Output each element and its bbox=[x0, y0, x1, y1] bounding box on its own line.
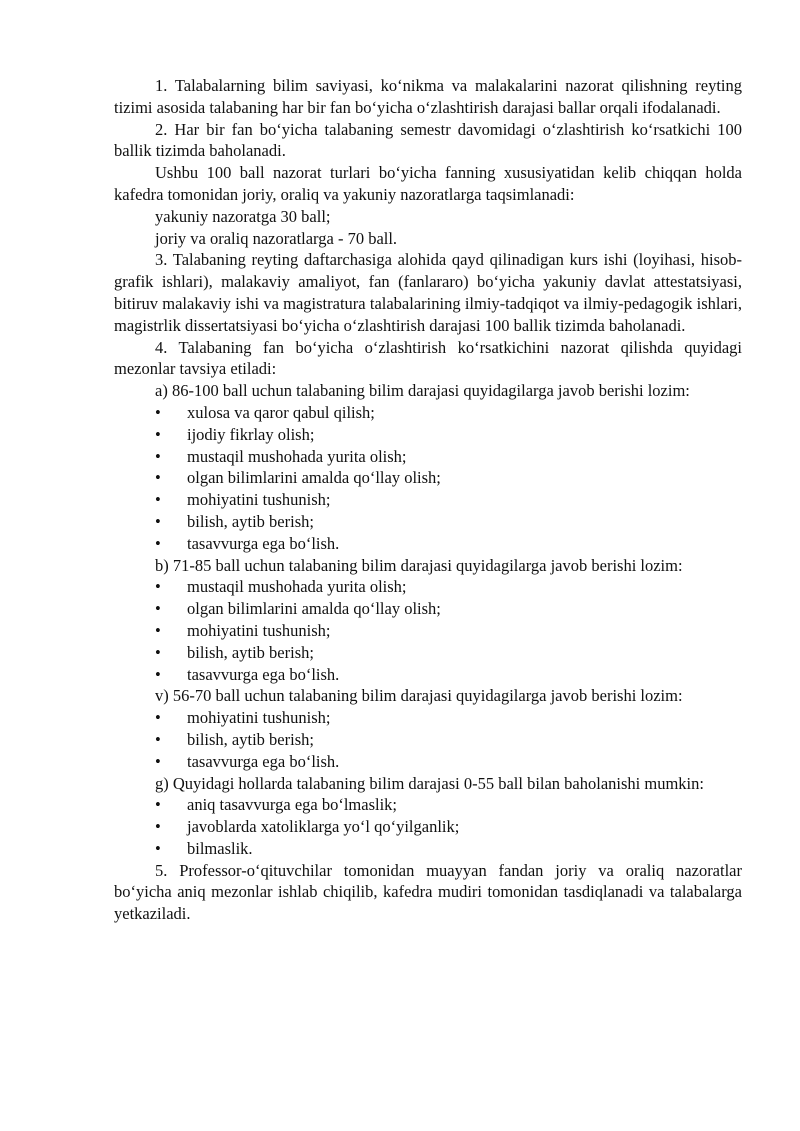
bullet-icon: • bbox=[155, 468, 161, 488]
list-item-text: bilmaslik. bbox=[187, 838, 253, 858]
bullet-icon: • bbox=[155, 511, 161, 531]
list-item-text: olgan bilimlarini amalda qo‘llay olish; bbox=[187, 468, 441, 488]
criteria-b-list bbox=[114, 576, 742, 685]
list-item-text: olgan bilimlarini amalda qo‘llay olish; bbox=[187, 599, 441, 619]
list-item-text: xulosa va qaror qabul qilish; bbox=[187, 402, 375, 422]
list-item bbox=[114, 664, 742, 686]
criteria-g-list bbox=[114, 794, 742, 859]
list-item bbox=[114, 642, 742, 664]
list-item-text: bilish, aytib berish; bbox=[187, 511, 314, 531]
list-item bbox=[114, 511, 742, 533]
list-item-text: tasavvurga ega bo‘lish. bbox=[187, 533, 340, 553]
bullet-icon: • bbox=[155, 708, 161, 728]
list-item-text: ijodiy fikrlay olish; bbox=[187, 424, 315, 444]
list-item bbox=[114, 816, 742, 838]
list-item bbox=[114, 707, 742, 729]
list-item bbox=[114, 576, 742, 598]
bullet-icon: • bbox=[155, 620, 161, 640]
list-item bbox=[114, 751, 742, 773]
paragraph-4: 3. Talabaning reyting daftarchasiga alohida qayd qilinadigan kurs ishi (loyihasi, hisob-grafik ishlari), malakaviy amaliyot, fan (fanlararo) bo‘yicha yakuniy davlat attestatsiyasi, bitiruv malakaviy ishi va magistratura talabalarining ilmiy-tadqiqot va ilmiy-pedagogik ishlari, magistrlik dissertatsiyasi bo‘yicha o‘zlashtirish darajasi 100 ballik tizimda baholanadi. bbox=[114, 250, 742, 335]
bullet-icon: • bbox=[155, 577, 161, 597]
list-item bbox=[114, 402, 742, 424]
list-item bbox=[114, 620, 742, 642]
list-item bbox=[114, 729, 742, 751]
list-item-text: tasavvurga ega bo‘lish. bbox=[187, 751, 340, 771]
list-item bbox=[114, 838, 742, 860]
list-item-text: mustaqil mushohada yurita olish; bbox=[187, 446, 407, 466]
list-item-text: aniq tasavvurga ega bo‘lmaslik; bbox=[187, 795, 398, 815]
bullet-icon: • bbox=[155, 664, 161, 684]
bullet-icon: • bbox=[155, 533, 161, 553]
bullet-icon: • bbox=[155, 795, 161, 815]
bullet-icon: • bbox=[155, 817, 161, 837]
bullet-icon: • bbox=[155, 729, 161, 749]
list-item bbox=[114, 446, 742, 468]
bullet-icon: • bbox=[155, 838, 161, 858]
list-item-text: bilish, aytib berish; bbox=[187, 642, 314, 662]
list-item-text: bilish, aytib berish; bbox=[187, 729, 314, 749]
paragraph-final-control: yakuniy nazoratga 30 ball; bbox=[155, 206, 331, 226]
bullet-icon: • bbox=[155, 599, 161, 619]
list-item-text: javoblarda xatoliklarga yo‘l qo‘yilganlik; bbox=[187, 817, 460, 837]
bullet-icon: • bbox=[155, 402, 161, 422]
bullet-icon: • bbox=[155, 642, 161, 662]
list-item bbox=[114, 424, 742, 446]
list-item-text: mustaqil mushohada yurita olish; bbox=[187, 577, 407, 597]
list-item-text: mohiyatini tushunish; bbox=[187, 490, 331, 510]
paragraph-1: 1. Talabalarning bilim saviyasi, ko‘nikma va malakalarini nazorat qilishning reyting tizimi asosida talabaning har bir fan bo‘yicha o‘zlashtirish darajasi ballar orqali ifodalanadi. bbox=[114, 76, 742, 117]
list-item-text: mohiyatini tushunish; bbox=[187, 708, 331, 728]
paragraph-3: Ushbu 100 ball nazorat turlari bo‘yicha fanning xususiyatidan kelib chiqqan holda kafedra tomonidan joriy, oraliq va yakuniy nazoratlarga taqsimlanadi: bbox=[114, 163, 742, 204]
list-item-text: mohiyatini tushunish; bbox=[187, 620, 331, 640]
criteria-v-list bbox=[114, 707, 742, 772]
document-page bbox=[114, 75, 742, 925]
paragraph-5: 4. Talabaning fan bo‘yicha o‘zlashtirish ko‘rsatkichini nazorat qilishda quyidagi mezonlar tavsiya etiladi: bbox=[114, 337, 742, 379]
list-item bbox=[114, 794, 742, 816]
criteria-v-intro: v) 56-70 ball uchun talabaning bilim darajasi quyidagilarga javob berishi lozim: bbox=[155, 686, 683, 706]
bullet-icon: • bbox=[155, 751, 161, 771]
criteria-b-intro: b) 71-85 ball uchun talabaning bilim darajasi quyidagilarga javob berishi lozim: bbox=[155, 555, 683, 575]
criteria-a-intro: a) 86-100 ball uchun talabaning bilim darajasi quyidagilarga javob berishi lozim: bbox=[155, 381, 690, 401]
bullet-icon: • bbox=[155, 490, 161, 510]
list-item bbox=[114, 489, 742, 511]
criteria-g-intro: g) Quyidagi hollarda talabaning bilim darajasi 0-55 ball bilan baholanishi mumkin: bbox=[155, 773, 704, 793]
list-item-text: tasavvurga ega bo‘lish. bbox=[187, 664, 340, 684]
paragraph-current-control: joriy va oraliq nazoratlarga - 70 ball. bbox=[155, 228, 398, 248]
list-item bbox=[114, 533, 742, 555]
list-item bbox=[114, 598, 742, 620]
list-item bbox=[114, 467, 742, 489]
bullet-icon: • bbox=[155, 446, 161, 466]
paragraph-2: 2. Har bir fan bo‘yicha talabaning semestr davomidagi o‘zlashtirish ko‘rsatkichi 100 ballik tizimda baholanadi. bbox=[114, 119, 742, 161]
paragraph-6: 5. Professor-o‘qituvchilar tomonidan muayyan fandan joriy va oraliq nazoratlar bo‘yicha aniq mezonlar ishlab chiqilib, kafedra mudiri tomonidan tasdiqlanadi va talabalarga yetkaziladi. bbox=[114, 860, 742, 924]
bullet-icon: • bbox=[155, 424, 161, 444]
criteria-a-list bbox=[114, 402, 742, 555]
